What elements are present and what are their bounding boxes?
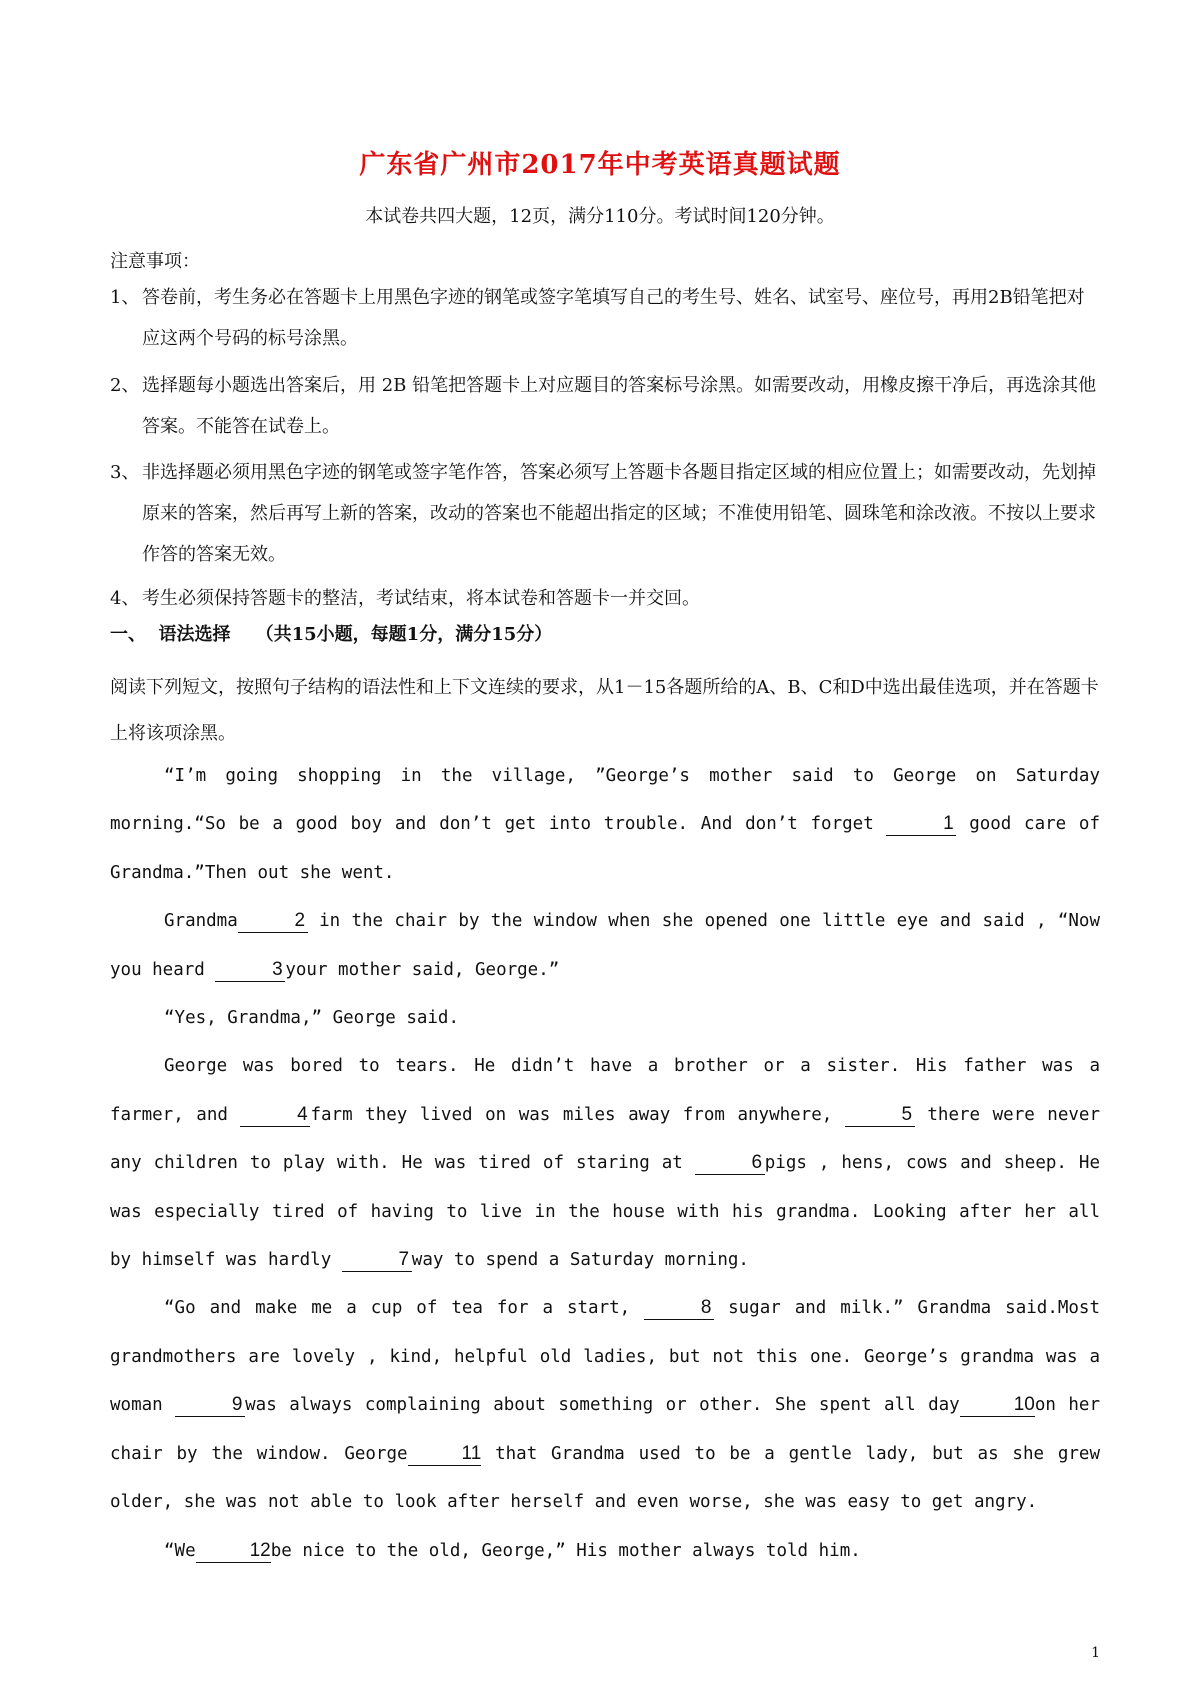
- blank-3: 3: [215, 959, 285, 982]
- blank-4: 4: [240, 1104, 310, 1127]
- passage-text: pigs , hens, cows and sheep. He was especially tired of having to live in the house with his grandma. Looking after her all by himself was hardly: [110, 1153, 1100, 1271]
- notice-text: 非选择题必须用黑色字迹的钢笔或签字笔作答，答案必须写上答题卡各题目指定区域的相应位置上；如需要改动，先划掉原来的答案，然后再写上新的答案，改动的答案也不能超出指定的区域；不准使用铅笔、圆珠笔和涂改液。不按以上要求作答的答案无效。: [142, 462, 1096, 565]
- section-heading: [110, 620, 552, 646]
- notice-number: 4、: [110, 588, 140, 609]
- passage-text: “I’m going shopping in the village, ”George’s mother said to George on Saturday morning.“So be a good boy and don’t get into trouble. And don’t forget: [110, 766, 1100, 835]
- passage-paragraph: “Yes, Grandma,” George said.: [164, 1008, 460, 1029]
- blank-11: 11: [408, 1443, 482, 1466]
- notice-heading: 注意事项：: [110, 251, 200, 272]
- notice-text: 考生必须保持答题卡的整洁，考试结束，将本试卷和答题卡一并交回。: [142, 588, 700, 609]
- passage-text: “We: [164, 1540, 196, 1561]
- passage-text: your mother said, George.”: [285, 959, 560, 980]
- passage-paragraph: [110, 752, 1100, 897]
- passage-text: was always complaining about something or other. She spent all day: [245, 1395, 960, 1416]
- blank-8: 8: [644, 1297, 714, 1320]
- passage-text: sugar and milk.” Grandma said.Most grandmothers are lovely , kind, helpful old ladies, but not this one. George’s grandma was a woman: [110, 1298, 1100, 1416]
- passage-text: be nice to the old, George,” His mother always told him.: [270, 1540, 861, 1561]
- passage-paragraph: [110, 1042, 1100, 1284]
- notice-text: 选择题每小题选出答案后，用 2B 铅笔把答题卡上对应题目的答案标号涂黑。如需要改动，用橡皮擦干净后，再选涂其他答案。不能答在试卷上。: [142, 375, 1097, 437]
- passage-text: “Go and make me a cup of tea for a start,: [164, 1298, 645, 1319]
- exam-subtitle: 本试卷共四大题，12页，满分110分。考试时间120分钟。: [365, 206, 835, 227]
- blank-1: 1: [886, 813, 956, 836]
- passage-text: good care of Grandma.”Then out she went.: [110, 814, 1100, 883]
- notice-item: [110, 578, 1100, 619]
- reading-passage: [110, 752, 1100, 1575]
- notice-item: [110, 277, 1100, 359]
- notice-text: 答卷前，考生务必在答题卡上用黑色字迹的钢笔或签字笔填写自己的考生号、姓名、试室号、座位号，再用2B铅笔把对应这两个号码的标号涂黑。: [142, 287, 1085, 349]
- blank-9: 9: [175, 1394, 245, 1417]
- notice-number: 1、: [110, 287, 140, 308]
- notice-number: 3、: [110, 462, 140, 483]
- blank-7: 7: [342, 1249, 412, 1272]
- blank-10: 10: [960, 1394, 1035, 1417]
- blank-12: 12: [196, 1540, 271, 1563]
- section-name: 语法选择: [158, 624, 231, 645]
- passage-text: way to spend a Saturday morning.: [411, 1250, 749, 1271]
- section-detail: （共15小题，每题1分，满分15分）: [255, 624, 553, 645]
- passage-text: there were never any children to play with. He was tired of staring at: [110, 1104, 1100, 1174]
- passage-text: farm they lived on was miles away from anywhere,: [310, 1104, 845, 1125]
- passage-text: on her chair by the window. George: [110, 1395, 1100, 1464]
- passage-text: Grandma: [164, 911, 238, 932]
- blank-6: 6: [695, 1152, 765, 1175]
- passage-paragraph: [110, 1284, 1100, 1526]
- passage-paragraph: [110, 1527, 1100, 1575]
- page-number: 1: [1091, 1645, 1100, 1661]
- blank-2: 2: [238, 910, 308, 933]
- notice-item: [110, 452, 1100, 575]
- passage-paragraph: [110, 897, 1100, 994]
- notice-number: 2、: [110, 375, 140, 396]
- notice-item: [110, 365, 1100, 447]
- section-number: 一、: [110, 624, 146, 645]
- passage-text: in the chair by the window when she opened one little eye and said , “Now you heard: [110, 911, 1100, 980]
- passage-text: that Grandma used to be a gentle lady, but as she grew older, she was not able to look after herself and even worse, she was easy to get angry.: [110, 1443, 1100, 1513]
- passage-text: George was bored to tears. He didn’t have a brother or a sister. His father was a farmer, and: [110, 1056, 1100, 1125]
- section-instructions: 阅读下列短文，按照句子结构的语法性和上下文连续的要求，从1－15各题所给的A、B、C和D中选出最佳选项，并在答题卡上将该项涂黑。: [110, 677, 1099, 744]
- page-title: 广东省广州市2017年中考英语真题试题: [359, 150, 841, 180]
- blank-5: 5: [845, 1104, 915, 1127]
